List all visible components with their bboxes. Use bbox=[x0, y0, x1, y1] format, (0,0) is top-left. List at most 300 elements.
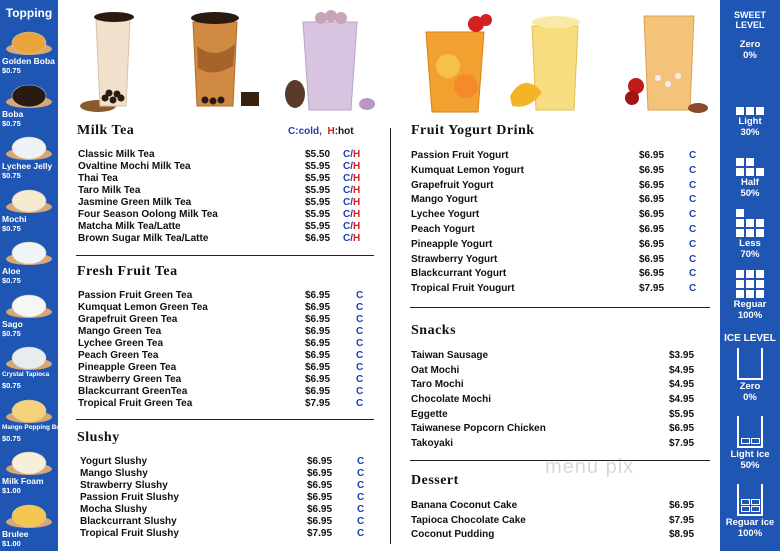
cold-code: C bbox=[356, 326, 364, 337]
menu-row bbox=[78, 302, 378, 314]
sugar-cube bbox=[736, 280, 744, 288]
temperature-codes bbox=[689, 193, 696, 208]
ice-level-title: ICE LEVEL bbox=[724, 333, 776, 344]
menu-row bbox=[411, 208, 711, 223]
menu-row bbox=[80, 492, 380, 504]
legend-cold-code: C bbox=[288, 126, 296, 137]
topping-name: Mochi bbox=[2, 213, 27, 224]
snacks-list bbox=[411, 349, 711, 452]
sugar-cube bbox=[736, 219, 744, 227]
menu-row bbox=[78, 173, 378, 185]
item-price: $6.95 bbox=[305, 326, 331, 337]
ice-level-item bbox=[720, 484, 780, 539]
sugar-cube bbox=[736, 107, 744, 115]
topping-name: Mango Popping Boba bbox=[2, 423, 68, 431]
menu-row bbox=[78, 197, 378, 209]
hot-code: H bbox=[353, 209, 361, 220]
item-price: $6.95 bbox=[307, 492, 333, 503]
item-price: $6.95 bbox=[305, 386, 331, 397]
code-separator: / bbox=[350, 161, 354, 172]
item-name: Tropical Fruit Yougurt bbox=[411, 283, 515, 295]
temperature-codes bbox=[343, 221, 360, 233]
item-name: Passion Fruit Yogurt bbox=[411, 150, 509, 161]
toppings-title: Topping bbox=[5, 6, 53, 20]
yogurt-cup-image bbox=[622, 6, 710, 118]
item-price: $6.95 bbox=[639, 268, 665, 280]
hot-code: H bbox=[353, 161, 361, 172]
cold-code: C bbox=[689, 194, 697, 206]
item-name: Grapefruit Yogurt bbox=[411, 179, 494, 191]
cold-code: C bbox=[343, 233, 351, 244]
item-price: $5.95 bbox=[305, 197, 331, 208]
cold-code: C bbox=[357, 468, 365, 479]
temperature-codes bbox=[356, 398, 363, 410]
topping-item bbox=[0, 133, 58, 185]
temperature-codes bbox=[356, 314, 363, 326]
hot-code: H bbox=[353, 221, 361, 232]
milk-tea-list bbox=[78, 149, 378, 245]
watermark: menu pix bbox=[545, 456, 635, 478]
ice-cup-icon bbox=[737, 348, 763, 380]
legend-hot-code: H bbox=[327, 126, 335, 137]
temperature-codes bbox=[356, 386, 363, 398]
cold-code: C bbox=[343, 185, 351, 196]
item-name: Blackcurrant GreenTea bbox=[78, 386, 188, 397]
menu-row bbox=[411, 408, 711, 423]
item-price: $6.95 bbox=[639, 223, 665, 235]
item-name: Taro Milk Tea bbox=[78, 185, 141, 196]
topping-name: Crystal Tapioca bbox=[2, 371, 50, 378]
item-price: $6.95 bbox=[305, 302, 331, 313]
fruit-yogurt-title: Fruit Yogurt Drink bbox=[411, 123, 535, 138]
ice-level-label: Light ice bbox=[730, 449, 770, 460]
sugar-cube bbox=[736, 209, 744, 217]
code-separator: / bbox=[350, 221, 354, 232]
temperature-codes bbox=[356, 362, 363, 374]
menu-row bbox=[78, 149, 378, 161]
menu-row bbox=[80, 504, 380, 516]
cold-code: C bbox=[689, 150, 697, 161]
topping-bowl-icon bbox=[5, 28, 53, 56]
item-name: Mango Yogurt bbox=[411, 194, 478, 206]
item-name: Mango Slushy bbox=[80, 468, 148, 479]
menu-row bbox=[80, 456, 380, 468]
legend-hot-text: :hot bbox=[334, 126, 354, 137]
item-price: $7.95 bbox=[305, 398, 331, 409]
ice-level-item bbox=[720, 348, 780, 403]
sugar-cube bbox=[736, 290, 744, 298]
item-price: $6.95 bbox=[307, 480, 333, 491]
temperature-codes bbox=[343, 173, 360, 185]
topping-name: Lychee Jelly bbox=[2, 161, 53, 171]
toppings-sidebar bbox=[0, 0, 68, 551]
item-name: Strawberry Slushy bbox=[80, 480, 168, 491]
item-price: $6.95 bbox=[639, 179, 665, 191]
temperature-codes bbox=[689, 179, 696, 194]
hot-code: H bbox=[353, 233, 361, 244]
temperature-codes bbox=[343, 197, 360, 209]
item-name: Classic Milk Tea bbox=[78, 149, 155, 160]
item-name: Yogurt Slushy bbox=[80, 456, 148, 467]
ice-level-percent: 50% bbox=[740, 460, 760, 471]
sugar-cube bbox=[756, 219, 764, 227]
sugar-cube bbox=[736, 158, 744, 166]
sweet-level-item bbox=[720, 87, 780, 138]
temperature-codes bbox=[356, 326, 363, 338]
sweet-level-label: Less bbox=[739, 238, 761, 249]
cold-code: C bbox=[356, 386, 364, 397]
topping-name: Boba bbox=[2, 108, 24, 119]
item-price: $6.95 bbox=[305, 338, 331, 349]
cold-code: C bbox=[356, 350, 364, 361]
item-name: Thai Tea bbox=[78, 173, 118, 184]
cold-code: C bbox=[356, 398, 364, 409]
item-name: Strawberry Green Tea bbox=[78, 374, 182, 385]
topping-bowl-icon bbox=[5, 81, 53, 109]
topping-item bbox=[0, 81, 58, 133]
menu-row bbox=[411, 437, 711, 452]
topping-price: $0.75 bbox=[2, 223, 21, 233]
menu-row bbox=[78, 233, 378, 245]
divider bbox=[76, 255, 374, 256]
topping-item bbox=[0, 501, 58, 551]
sweet-level-label: Reguar bbox=[733, 299, 767, 310]
sugar-cube bbox=[746, 280, 754, 288]
menu-row bbox=[78, 185, 378, 197]
temperature-codes bbox=[356, 338, 363, 350]
temperature-codes bbox=[356, 290, 363, 302]
menu-row bbox=[78, 290, 378, 302]
topping-price: $0.75 bbox=[2, 118, 21, 128]
menu-row bbox=[411, 223, 711, 238]
temperature-codes bbox=[689, 253, 696, 268]
ice-cube bbox=[741, 499, 750, 505]
menu-row bbox=[411, 514, 711, 529]
cold-code: C bbox=[689, 238, 697, 250]
code-separator: / bbox=[350, 185, 354, 196]
cold-code: C bbox=[689, 283, 697, 295]
temperature-codes bbox=[689, 267, 696, 282]
item-price: $5.95 bbox=[305, 209, 331, 220]
item-price: $6.95 bbox=[305, 233, 331, 244]
menu-row bbox=[411, 238, 711, 253]
cold-code: C bbox=[689, 268, 697, 280]
ice-level-percent: 0% bbox=[743, 392, 757, 403]
temperature-codes bbox=[357, 456, 364, 468]
item-name: Coconut Pudding bbox=[411, 529, 495, 541]
cold-code: C bbox=[343, 221, 351, 232]
divider bbox=[76, 419, 374, 420]
item-name: Strawberry Yogurt bbox=[411, 253, 498, 265]
temperature-codes bbox=[343, 233, 360, 245]
menu-row bbox=[411, 253, 711, 268]
fresh-fruit-tea-list bbox=[78, 290, 378, 410]
topping-item bbox=[0, 28, 58, 80]
sweet-level-label: Half bbox=[741, 177, 759, 188]
cold-code: C bbox=[357, 480, 365, 491]
item-price: $7.95 bbox=[669, 514, 695, 526]
item-name: Blackcurrant Slushy bbox=[80, 516, 177, 527]
menu-row bbox=[78, 374, 378, 386]
temperature-codes bbox=[689, 149, 696, 164]
sugar-cubes-icon bbox=[735, 87, 765, 115]
ice-cube bbox=[741, 506, 750, 512]
menu-row bbox=[411, 149, 711, 164]
item-name: Brown Sugar Milk Tea/Latte bbox=[78, 233, 209, 244]
item-price: $6.95 bbox=[639, 164, 665, 176]
fruit-yogurt-list bbox=[411, 149, 711, 297]
temperature-codes bbox=[689, 223, 696, 238]
item-price: $5.50 bbox=[305, 149, 331, 160]
item-price: $6.95 bbox=[639, 253, 665, 265]
topping-price: $0.75 bbox=[2, 171, 21, 180]
topping-bowl-icon bbox=[5, 291, 53, 319]
item-name: Tropical Fruit Green Tea bbox=[78, 398, 193, 409]
sweet-level-item bbox=[720, 148, 780, 199]
menu-row bbox=[411, 164, 711, 179]
topping-price: $0.75 bbox=[2, 381, 21, 390]
item-price: $6.95 bbox=[639, 194, 665, 206]
cold-code: C bbox=[689, 164, 697, 176]
sweet-level-label: Light bbox=[738, 116, 762, 127]
fresh-fruit-tea-title: Fresh Fruit Tea bbox=[77, 264, 178, 279]
item-name: Passion Fruit Green Tea bbox=[78, 290, 193, 301]
topping-price: $0.75 bbox=[2, 66, 21, 75]
temperature-codes bbox=[689, 208, 696, 223]
item-name: Mocha Slushy bbox=[80, 504, 148, 515]
code-separator: / bbox=[350, 197, 354, 208]
temperature-codes bbox=[689, 238, 696, 253]
topping-bowl-icon bbox=[5, 133, 53, 161]
topping-price: $0.75 bbox=[2, 328, 21, 338]
sugar-cube bbox=[746, 158, 754, 166]
item-price: $6.95 bbox=[307, 456, 333, 467]
sugar-cubes-icon bbox=[735, 148, 765, 176]
menu-row bbox=[78, 386, 378, 398]
item-name: Oat Mochi bbox=[411, 364, 460, 376]
item-price: $6.95 bbox=[639, 150, 665, 161]
item-name: Taiwan Sausage bbox=[411, 350, 489, 361]
sugar-cube bbox=[746, 168, 754, 176]
topping-bowl-icon bbox=[5, 396, 53, 424]
cold-code: C bbox=[343, 197, 351, 208]
item-price: $6.95 bbox=[639, 209, 665, 221]
code-separator: / bbox=[350, 209, 354, 220]
sweet-level-percent: 50% bbox=[740, 188, 760, 199]
item-price: $6.95 bbox=[639, 238, 665, 250]
sugar-cube bbox=[746, 107, 754, 115]
mango-cup-image bbox=[508, 6, 590, 118]
item-price: $3.95 bbox=[669, 350, 695, 361]
slushy-list bbox=[80, 456, 380, 540]
sweet-level-percent: 70% bbox=[740, 249, 760, 260]
item-name: Tapioca Chocolate Cake bbox=[411, 514, 526, 526]
sweet-level-item bbox=[720, 26, 780, 61]
temperature-codes bbox=[357, 528, 364, 540]
item-name: Pineapple Green Tea bbox=[78, 362, 177, 373]
brown-sugar-cup-image bbox=[185, 6, 265, 118]
menu-row bbox=[78, 398, 378, 410]
menu-row bbox=[411, 393, 711, 408]
snacks-title: Snacks bbox=[411, 323, 457, 338]
menu-row bbox=[80, 516, 380, 528]
item-name: Kumquat Lemon Green Tea bbox=[78, 302, 208, 313]
item-name: Passion Fruit Slushy bbox=[80, 492, 179, 503]
item-name: Blackcurrant Yogurt bbox=[411, 268, 507, 280]
cold-code: C bbox=[356, 314, 364, 325]
sugar-cubes-icon bbox=[735, 26, 765, 38]
dessert-list bbox=[411, 499, 711, 543]
sweet-level-item bbox=[720, 209, 780, 260]
item-name: Eggette bbox=[411, 408, 448, 420]
column-divider bbox=[390, 128, 391, 544]
ice-cup-icon bbox=[737, 416, 763, 448]
temperature-codes bbox=[356, 374, 363, 386]
sweet-level-item bbox=[720, 270, 780, 321]
topping-bowl-icon bbox=[5, 238, 53, 266]
item-price: $6.95 bbox=[305, 314, 331, 325]
sweet-level-percent: 30% bbox=[740, 127, 760, 138]
menu-row bbox=[78, 221, 378, 233]
sweet-level-percent: 0% bbox=[743, 50, 757, 61]
menu-row bbox=[411, 282, 711, 297]
cold-code: C bbox=[357, 516, 365, 527]
item-name: Taiwanese Popcorn Chicken bbox=[411, 423, 546, 435]
temperature-codes bbox=[343, 209, 360, 221]
item-name: Taro Mochi bbox=[411, 379, 464, 391]
menu-row bbox=[78, 326, 378, 338]
topping-name: Milk Foam bbox=[2, 476, 44, 486]
item-name: Peach Yogurt bbox=[411, 223, 475, 235]
temperature-codes bbox=[357, 492, 364, 504]
topping-name: Sago bbox=[2, 318, 23, 329]
menu-row bbox=[411, 179, 711, 194]
code-separator: / bbox=[350, 173, 354, 184]
item-price: $6.95 bbox=[307, 504, 333, 515]
ice-level-label: Zero bbox=[739, 381, 761, 392]
topping-bowl-icon bbox=[5, 186, 53, 214]
cold-code: C bbox=[357, 528, 365, 539]
menu-row bbox=[411, 499, 711, 514]
topping-bowl-icon bbox=[5, 448, 53, 476]
item-name: Ovaltine Mochi Milk Tea bbox=[78, 161, 191, 172]
cold-code: C bbox=[356, 374, 364, 385]
item-price: $6.95 bbox=[305, 362, 331, 373]
item-name: Pineapple Yogurt bbox=[411, 238, 493, 250]
ice-cube bbox=[741, 438, 750, 444]
cold-code: C bbox=[343, 149, 351, 160]
item-price: $5.95 bbox=[305, 185, 331, 196]
sugar-cube bbox=[736, 168, 744, 176]
sugar-cube bbox=[756, 290, 764, 298]
menu-row bbox=[78, 350, 378, 362]
temperature-codes bbox=[343, 149, 360, 161]
menu-row bbox=[411, 267, 711, 282]
ice-level-label: Reguar ice bbox=[725, 517, 775, 528]
item-price: $6.95 bbox=[669, 500, 695, 511]
topping-item bbox=[0, 291, 58, 343]
code-separator: / bbox=[350, 149, 354, 160]
sugar-cube bbox=[756, 229, 764, 237]
temperature-codes bbox=[689, 164, 696, 179]
item-price: $7.95 bbox=[639, 283, 665, 295]
temperature-codes bbox=[357, 504, 364, 516]
topping-item bbox=[0, 343, 58, 395]
code-separator: / bbox=[350, 233, 354, 244]
temperature-codes bbox=[343, 161, 360, 173]
hot-code: H bbox=[353, 197, 361, 208]
cold-code: C bbox=[357, 456, 365, 467]
topping-name: Brulee bbox=[2, 528, 29, 539]
cold-code: C bbox=[356, 362, 364, 373]
topping-name: Aloe bbox=[2, 266, 21, 276]
menu-row bbox=[78, 314, 378, 326]
item-price: $4.95 bbox=[669, 394, 695, 406]
item-price: $6.95 bbox=[669, 423, 695, 435]
levels-sidebar bbox=[720, 0, 780, 551]
item-name: Matcha Milk Tea/Latte bbox=[78, 221, 181, 232]
item-price: $5.95 bbox=[305, 221, 331, 232]
cold-code: C bbox=[689, 253, 697, 265]
legend-cold-text: :cold, bbox=[295, 126, 322, 137]
cold-code: C bbox=[357, 504, 365, 515]
ice-cube bbox=[751, 438, 760, 444]
item-name: Tropical Fruit Slushy bbox=[80, 528, 179, 539]
divider bbox=[410, 307, 710, 308]
sugar-cube bbox=[756, 270, 764, 278]
item-name: Four Season Oolong Milk Tea bbox=[78, 209, 218, 220]
sugar-cube bbox=[746, 219, 754, 227]
menu-row bbox=[80, 468, 380, 480]
temperature-codes bbox=[357, 468, 364, 480]
cold-code: C bbox=[357, 492, 365, 503]
sugar-cubes-icon bbox=[735, 270, 765, 298]
temperature-codes bbox=[357, 480, 364, 492]
menu-row bbox=[411, 422, 711, 437]
item-price: $7.95 bbox=[307, 528, 333, 539]
item-price: $6.95 bbox=[305, 290, 331, 301]
dessert-title: Dessert bbox=[411, 473, 459, 488]
item-name: Peach Green Tea bbox=[78, 350, 159, 361]
topping-bowl-icon bbox=[5, 343, 53, 371]
sweet-level-title: SWEET LEVEL bbox=[733, 10, 766, 30]
item-name: Lychee Yogurt bbox=[411, 209, 480, 221]
milk-tea-title: Milk Tea bbox=[77, 123, 135, 138]
topping-price: $1.00 bbox=[2, 538, 21, 548]
item-price: $5.95 bbox=[305, 173, 331, 184]
topping-price: $0.75 bbox=[2, 276, 21, 285]
topping-bowl-icon bbox=[5, 501, 53, 529]
item-price: $6.95 bbox=[305, 374, 331, 385]
ice-cup-icon bbox=[737, 484, 763, 516]
topping-item bbox=[0, 186, 58, 238]
sugar-cube bbox=[736, 229, 744, 237]
ice-level-percent: 100% bbox=[737, 528, 763, 539]
ice-cube bbox=[751, 506, 760, 512]
menu-row bbox=[411, 349, 711, 364]
item-name: Banana Coconut Cake bbox=[411, 500, 518, 511]
hot-code: H bbox=[353, 173, 361, 184]
item-price: $5.95 bbox=[669, 408, 695, 420]
sugar-cubes-icon bbox=[735, 209, 765, 237]
sweet-level-label: Zero bbox=[739, 39, 761, 50]
cold-code: C bbox=[343, 173, 351, 184]
item-name: Takoyaki bbox=[411, 438, 454, 450]
topping-item bbox=[0, 448, 58, 500]
cold-code: C bbox=[356, 302, 364, 313]
item-price: $4.95 bbox=[669, 379, 695, 391]
hot-code: H bbox=[353, 185, 361, 196]
